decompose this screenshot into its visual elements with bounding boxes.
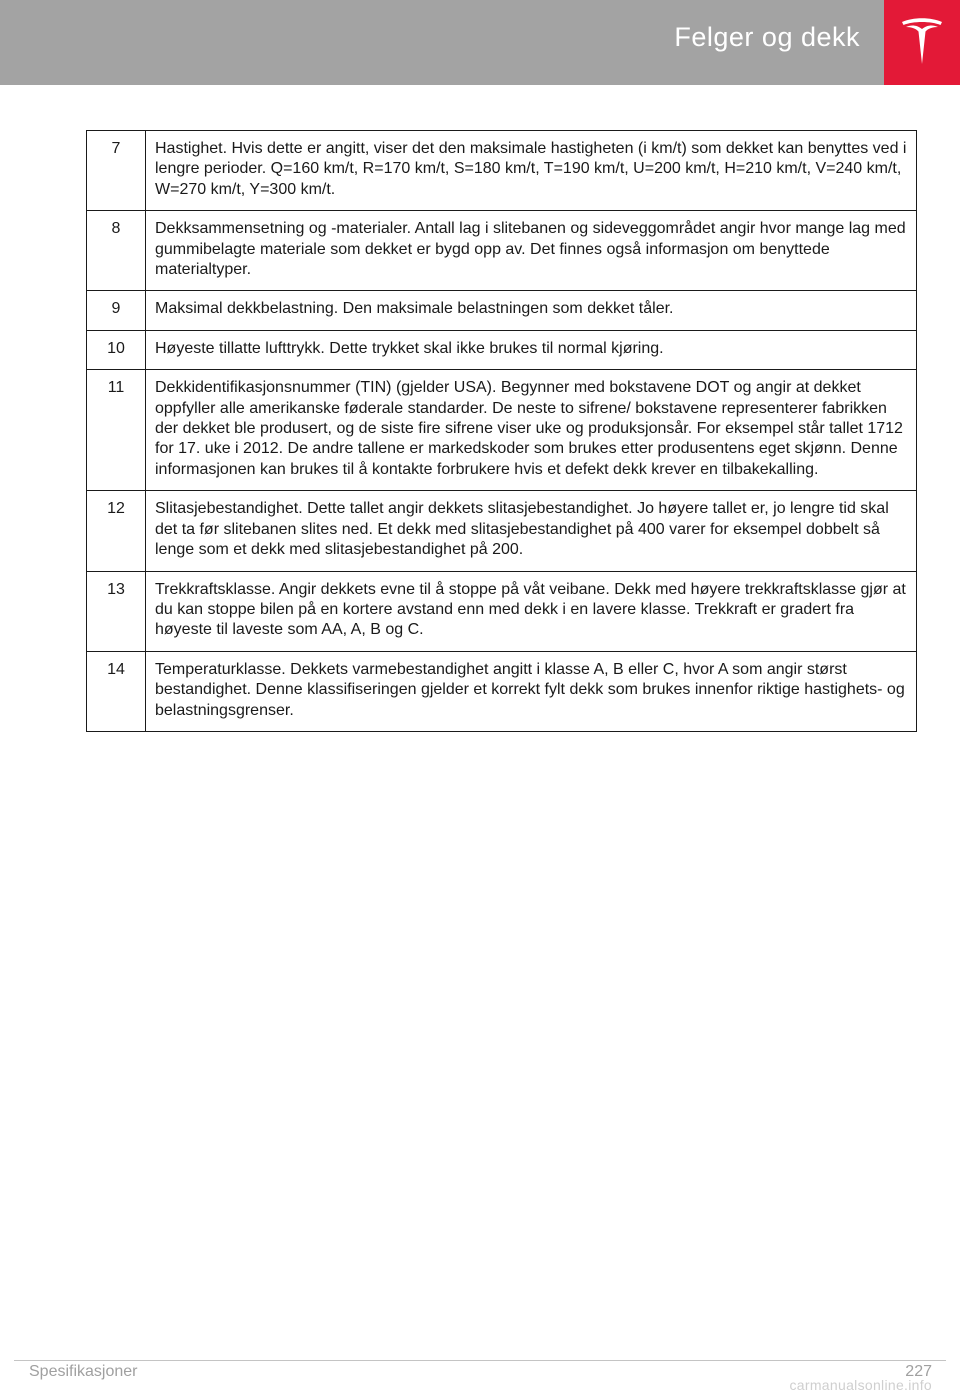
row-description: Høyeste tillatte lufttrykk. Dette trykket skal ikke brukes til normal kjøring. (146, 330, 917, 369)
header-bar (0, 0, 884, 85)
row-description: Hastighet. Hvis dette er angitt, viser det den maksimale hastigheten (i km/t) som dekket kan benyttes ved i lengre perioder. Q=160 km/t, R=170 km/t, S=180 km/t, T=190 km/t, U=200 km/t, H=210 km/t, V=240 km/t, W=270 km/t, Y=300 km/t. (146, 131, 917, 211)
table-row (87, 211, 917, 291)
row-description: Trekkraftsklasse. Angir dekkets evne til å stoppe på våt veibane. Dekk med høyere trekkraftsklasse gjør at du kan stoppe bilen på en kortere avstand enn med dekk i en lavere klasse. Trekkraft er gradert fra høyeste til laveste som AA, A, B og C. (146, 571, 917, 651)
footer-section-name: Spesifikasjoner (29, 1363, 138, 1380)
table-row (87, 131, 917, 211)
row-number: 8 (87, 211, 146, 291)
row-number: 14 (87, 651, 146, 731)
table-row (87, 370, 917, 491)
table-row (87, 291, 917, 330)
tire-marking-table (86, 130, 917, 732)
row-description: Slitasjebestandighet. Dette tallet angir dekkets slitasjebestandighet. Jo høyere tallet er, jo lengre tid skal det ta før slitebanen slites ned. Et dekk med slitasjebestandighet på 400 varer for eksempel dobbelt så lenge som et dekk med slitasjebestandighet på 200. (146, 491, 917, 571)
brand-logo-box (884, 0, 960, 85)
table-row (87, 330, 917, 369)
watermark: carmanualsonline.info (789, 1377, 932, 1393)
table-row (87, 651, 917, 731)
footer-divider (14, 1360, 946, 1361)
page-title: Felger og dekk (674, 22, 860, 52)
page-number: 227 (905, 1363, 932, 1380)
row-description: Dekkidentifikasjonsnummer (TIN) (gjelder USA). Begynner med bokstavene DOT og angir at dekket oppfyller alle amerikanske føderale standarder. De neste to sifrene/ bokstavene representerer fabrikken der dekket ble produsert, og de siste fire sifrene viser uke og produksjonsår. For eksempel står tallet 1712 for 17. uke i 2012. De andre tallene er markedskoder som brukes etter produsentens eget skjønn. Denne informasjonen kan brukes til å kontakte forbrukere hvis et defekt dekk krever en tilbakekalling. (146, 370, 917, 491)
row-description: Dekksammensetning og -materialer. Antall lag i slitebanen og sideveggområdet angir hvor mange lag med gummibelagte materiale som dekket er bygd opp av. Det finnes også informasjon om benyttede materialtyper. (146, 211, 917, 291)
row-number: 9 (87, 291, 146, 330)
row-number: 10 (87, 330, 146, 369)
row-description: Maksimal dekkbelastning. Den maksimale belastningen som dekket tåler. (146, 291, 917, 330)
row-number: 11 (87, 370, 146, 491)
tesla-logo-icon (900, 16, 944, 66)
table-row (87, 571, 917, 651)
table-row (87, 491, 917, 571)
row-description: Temperaturklasse. Dekkets varmebestandighet angitt i klasse A, B eller C, hvor A som angir størst bestandighet. Denne klassifiseringen gjelder et korrekt fylt dekk som brukes innenfor riktige hastighets- og belastningsgrenser. (146, 651, 917, 731)
row-number: 13 (87, 571, 146, 651)
row-number: 7 (87, 131, 146, 211)
row-number: 12 (87, 491, 146, 571)
